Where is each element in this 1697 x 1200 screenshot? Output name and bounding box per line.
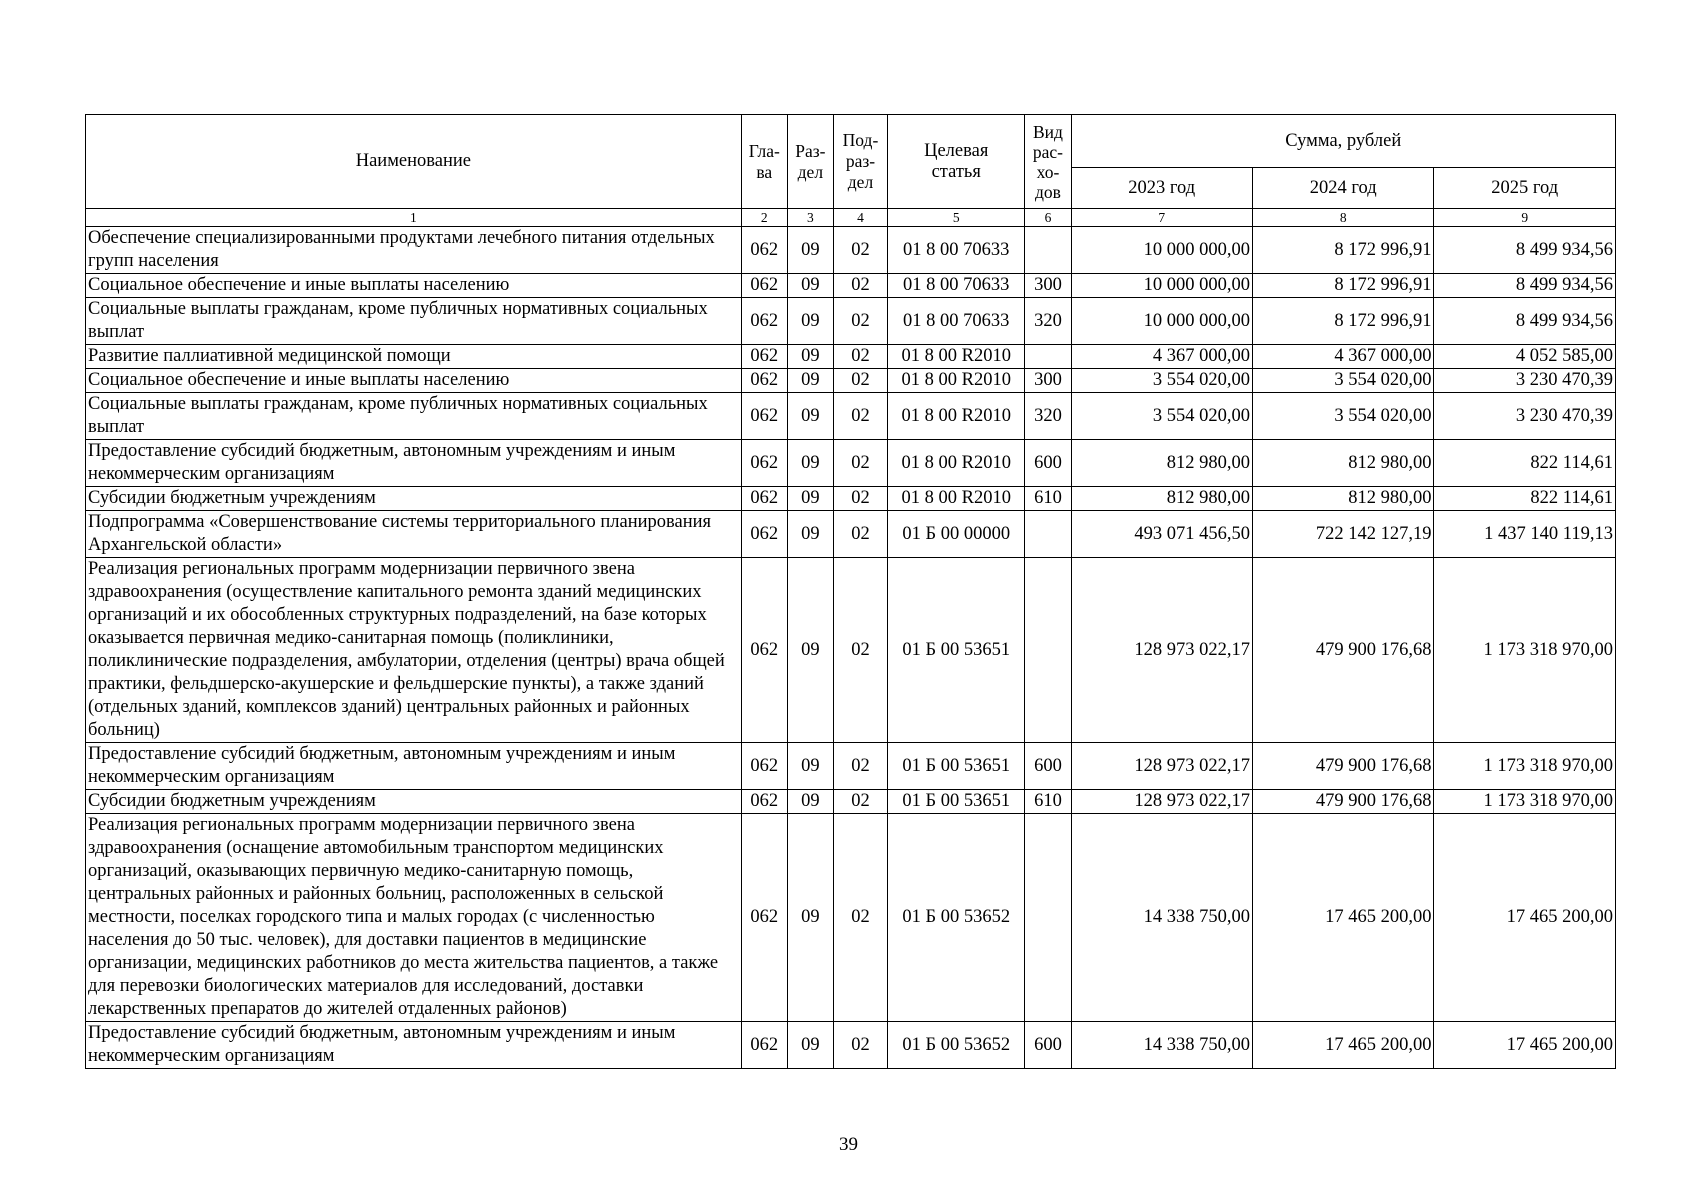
- row-chapter: 062: [741, 369, 787, 393]
- row-target: 01 8 00 R2010: [888, 369, 1025, 393]
- table-row: [86, 814, 1616, 1022]
- table-row: [86, 1022, 1616, 1069]
- row-expense-type: 300: [1025, 274, 1071, 298]
- row-sum-2025: 1 173 318 970,00: [1434, 558, 1616, 743]
- header-year-2024: 2024 год: [1252, 168, 1433, 209]
- row-name: Социальные выплаты гражданам, кроме публичных нормативных социальных выплат: [86, 298, 742, 345]
- row-chapter: 062: [741, 743, 787, 790]
- row-sum-2023: 3 554 020,00: [1071, 369, 1252, 393]
- row-section: 09: [787, 814, 833, 1022]
- row-sum-2025: 3 230 470,39: [1434, 393, 1616, 440]
- column-number: 8: [1252, 209, 1433, 227]
- row-section: 09: [787, 345, 833, 369]
- row-sum-2024: 17 465 200,00: [1252, 1022, 1433, 1069]
- row-target: 01 8 00 R2010: [888, 440, 1025, 487]
- row-target: 01 8 00 70633: [888, 298, 1025, 345]
- row-subsection: 02: [833, 790, 887, 814]
- row-subsection: 02: [833, 345, 887, 369]
- row-subsection: 02: [833, 393, 887, 440]
- row-sum-2025: 3 230 470,39: [1434, 369, 1616, 393]
- row-sum-2025: 8 499 934,56: [1434, 298, 1616, 345]
- row-section: 09: [787, 511, 833, 558]
- row-chapter: 062: [741, 345, 787, 369]
- row-name: Обеспечение специализированными продуктами лечебного питания отдельных групп населения: [86, 227, 742, 274]
- row-sum-2025: 1 173 318 970,00: [1434, 790, 1616, 814]
- table-row: [86, 369, 1616, 393]
- row-sum-2023: 128 973 022,17: [1071, 790, 1252, 814]
- row-subsection: 02: [833, 1022, 887, 1069]
- row-expense-type: 600: [1025, 440, 1071, 487]
- row-section: 09: [787, 440, 833, 487]
- row-chapter: 062: [741, 487, 787, 511]
- row-target: 01 Б 00 00000: [888, 511, 1025, 558]
- table-row: [86, 298, 1616, 345]
- row-section: 09: [787, 298, 833, 345]
- header-name: Наименование: [86, 115, 742, 209]
- header-subsection: Под- раз- дел: [833, 115, 887, 209]
- column-number: 5: [888, 209, 1025, 227]
- row-sum-2023: 14 338 750,00: [1071, 1022, 1252, 1069]
- row-subsection: 02: [833, 814, 887, 1022]
- row-section: 09: [787, 1022, 833, 1069]
- column-number: 9: [1434, 209, 1616, 227]
- header-expense-type: Вид рас- хо- дов: [1025, 115, 1071, 209]
- row-chapter: 062: [741, 511, 787, 558]
- column-number: 7: [1071, 209, 1252, 227]
- column-number: 4: [833, 209, 887, 227]
- row-sum-2024: 17 465 200,00: [1252, 814, 1433, 1022]
- row-subsection: 02: [833, 227, 887, 274]
- row-name: Развитие паллиативной медицинской помощи: [86, 345, 742, 369]
- table-row: [86, 345, 1616, 369]
- row-subsection: 02: [833, 511, 887, 558]
- row-subsection: 02: [833, 743, 887, 790]
- row-chapter: 062: [741, 814, 787, 1022]
- row-sum-2025: 4 052 585,00: [1434, 345, 1616, 369]
- row-sum-2024: 479 900 176,68: [1252, 790, 1433, 814]
- row-chapter: 062: [741, 393, 787, 440]
- table-row: [86, 511, 1616, 558]
- row-target: 01 Б 00 53651: [888, 790, 1025, 814]
- row-sum-2024: 479 900 176,68: [1252, 743, 1433, 790]
- row-chapter: 062: [741, 790, 787, 814]
- row-sum-2025: 17 465 200,00: [1434, 1022, 1616, 1069]
- row-subsection: 02: [833, 274, 887, 298]
- table-row: [86, 274, 1616, 298]
- row-sum-2025: 822 114,61: [1434, 440, 1616, 487]
- row-expense-type: 610: [1025, 790, 1071, 814]
- row-sum-2024: 812 980,00: [1252, 440, 1433, 487]
- row-sum-2024: 722 142 127,19: [1252, 511, 1433, 558]
- row-chapter: 062: [741, 227, 787, 274]
- row-sum-2024: 3 554 020,00: [1252, 393, 1433, 440]
- header-row-top: [86, 115, 1616, 168]
- row-target: 01 8 00 70633: [888, 227, 1025, 274]
- column-number: 6: [1025, 209, 1071, 227]
- row-name: Предоставление субсидий бюджетным, автономным учреждениям и иным некоммерческим организациям: [86, 440, 742, 487]
- row-expense-type: [1025, 345, 1071, 369]
- row-sum-2023: 10 000 000,00: [1071, 227, 1252, 274]
- row-expense-type: 300: [1025, 369, 1071, 393]
- header-section: Раз- дел: [787, 115, 833, 209]
- row-subsection: 02: [833, 487, 887, 511]
- row-section: 09: [787, 274, 833, 298]
- column-number-row: [86, 209, 1616, 227]
- row-sum-2024: 479 900 176,68: [1252, 558, 1433, 743]
- row-name: Субсидии бюджетным учреждениям: [86, 487, 742, 511]
- row-sum-2023: 10 000 000,00: [1071, 274, 1252, 298]
- row-expense-type: 600: [1025, 1022, 1071, 1069]
- row-name: Реализация региональных программ модернизации первичного звена здравоохранения (осуществление капитального ремонта зданий медицинских организаций и их обособленных структурных подразделений, на базе которых оказывается первичная медико-санитарная помощь (поликлиники, поликлинические подразделения, амбулатории, отделения (центры) врача общей практики, фельдшерско-акушерские и фельдшерские пункты), а также зданий (отдельных зданий, комплексов зданий) центральных районных и районных больниц): [86, 558, 742, 743]
- row-expense-type: 610: [1025, 487, 1071, 511]
- row-sum-2025: 17 465 200,00: [1434, 814, 1616, 1022]
- row-sum-2025: 1 437 140 119,13: [1434, 511, 1616, 558]
- row-subsection: 02: [833, 440, 887, 487]
- row-sum-2023: 812 980,00: [1071, 487, 1252, 511]
- row-section: 09: [787, 558, 833, 743]
- row-sum-2023: 14 338 750,00: [1071, 814, 1252, 1022]
- row-sum-2024: 3 554 020,00: [1252, 369, 1433, 393]
- row-sum-2023: 493 071 456,50: [1071, 511, 1252, 558]
- header-target: Целевая статья: [888, 115, 1025, 209]
- row-expense-type: 320: [1025, 393, 1071, 440]
- row-chapter: 062: [741, 558, 787, 743]
- header-year-2023: 2023 год: [1071, 168, 1252, 209]
- table-row: [86, 558, 1616, 743]
- row-section: 09: [787, 393, 833, 440]
- table-row: [86, 393, 1616, 440]
- row-sum-2024: 8 172 996,91: [1252, 274, 1433, 298]
- row-expense-type: [1025, 814, 1071, 1022]
- row-name: Предоставление субсидий бюджетным, автономным учреждениям и иным некоммерческим организациям: [86, 1022, 742, 1069]
- table-row: [86, 790, 1616, 814]
- row-sum-2024: 812 980,00: [1252, 487, 1433, 511]
- row-sum-2023: 128 973 022,17: [1071, 558, 1252, 743]
- row-expense-type: [1025, 511, 1071, 558]
- row-chapter: 062: [741, 298, 787, 345]
- table-row: [86, 227, 1616, 274]
- row-sum-2024: 8 172 996,91: [1252, 227, 1433, 274]
- row-sum-2024: 4 367 000,00: [1252, 345, 1433, 369]
- table-row: [86, 487, 1616, 511]
- page-number: 39: [839, 1134, 858, 1155]
- row-section: 09: [787, 227, 833, 274]
- row-target: 01 8 00 R2010: [888, 345, 1025, 369]
- row-name: Социальное обеспечение и иные выплаты населению: [86, 369, 742, 393]
- row-section: 09: [787, 369, 833, 393]
- row-sum-2024: 8 172 996,91: [1252, 298, 1433, 345]
- row-target: 01 8 00 70633: [888, 274, 1025, 298]
- row-name: Социальные выплаты гражданам, кроме публичных нормативных социальных выплат: [86, 393, 742, 440]
- row-section: 09: [787, 743, 833, 790]
- header-chapter: Гла- ва: [741, 115, 787, 209]
- row-chapter: 062: [741, 274, 787, 298]
- row-name: Субсидии бюджетным учреждениям: [86, 790, 742, 814]
- row-name: Подпрограмма «Совершенствование системы территориального планирования Архангельской области»: [86, 511, 742, 558]
- row-target: 01 8 00 R2010: [888, 393, 1025, 440]
- row-expense-type: [1025, 227, 1071, 274]
- row-sum-2023: 812 980,00: [1071, 440, 1252, 487]
- row-chapter: 062: [741, 1022, 787, 1069]
- column-number: 1: [86, 209, 742, 227]
- row-sum-2025: 1 173 318 970,00: [1434, 743, 1616, 790]
- row-name: Предоставление субсидий бюджетным, автономным учреждениям и иным некоммерческим организациям: [86, 743, 742, 790]
- row-subsection: 02: [833, 558, 887, 743]
- row-sum-2023: 128 973 022,17: [1071, 743, 1252, 790]
- row-sum-2023: 4 367 000,00: [1071, 345, 1252, 369]
- row-sum-2025: 8 499 934,56: [1434, 274, 1616, 298]
- table-row: [86, 440, 1616, 487]
- row-chapter: 062: [741, 440, 787, 487]
- row-sum-2025: 822 114,61: [1434, 487, 1616, 511]
- table-row: [86, 743, 1616, 790]
- header-sum: Сумма, рублей: [1071, 115, 1615, 168]
- row-target: 01 Б 00 53651: [888, 558, 1025, 743]
- row-expense-type: [1025, 558, 1071, 743]
- row-subsection: 02: [833, 369, 887, 393]
- header-year-2025: 2025 год: [1434, 168, 1616, 209]
- row-sum-2023: 10 000 000,00: [1071, 298, 1252, 345]
- row-subsection: 02: [833, 298, 887, 345]
- row-name: Социальное обеспечение и иные выплаты населению: [86, 274, 742, 298]
- row-target: 01 8 00 R2010: [888, 487, 1025, 511]
- row-expense-type: 600: [1025, 743, 1071, 790]
- row-name: Реализация региональных программ модернизации первичного звена здравоохранения (оснащение автомобильным транспортом медицинских организаций, оказывающих первичную медико-санитарную помощь, центральных районных и районных больниц, расположенных в сельской местности, поселках городского типа и малых городах (с численностью населения до 50 тыс. человек), для доставки пациентов в медицинские организации, медицинских работников до места жительства пациентов, а также для перевозки биологических материалов для исследований, доставки лекарственных препаратов до жителей отдаленных районов): [86, 814, 742, 1022]
- row-target: 01 Б 00 53652: [888, 1022, 1025, 1069]
- column-number: 3: [787, 209, 833, 227]
- row-section: 09: [787, 790, 833, 814]
- row-sum-2025: 8 499 934,56: [1434, 227, 1616, 274]
- row-expense-type: 320: [1025, 298, 1071, 345]
- budget-table: [85, 114, 1616, 1069]
- row-target: 01 Б 00 53651: [888, 743, 1025, 790]
- row-sum-2023: 3 554 020,00: [1071, 393, 1252, 440]
- row-target: 01 Б 00 53652: [888, 814, 1025, 1022]
- column-number: 2: [741, 209, 787, 227]
- row-section: 09: [787, 487, 833, 511]
